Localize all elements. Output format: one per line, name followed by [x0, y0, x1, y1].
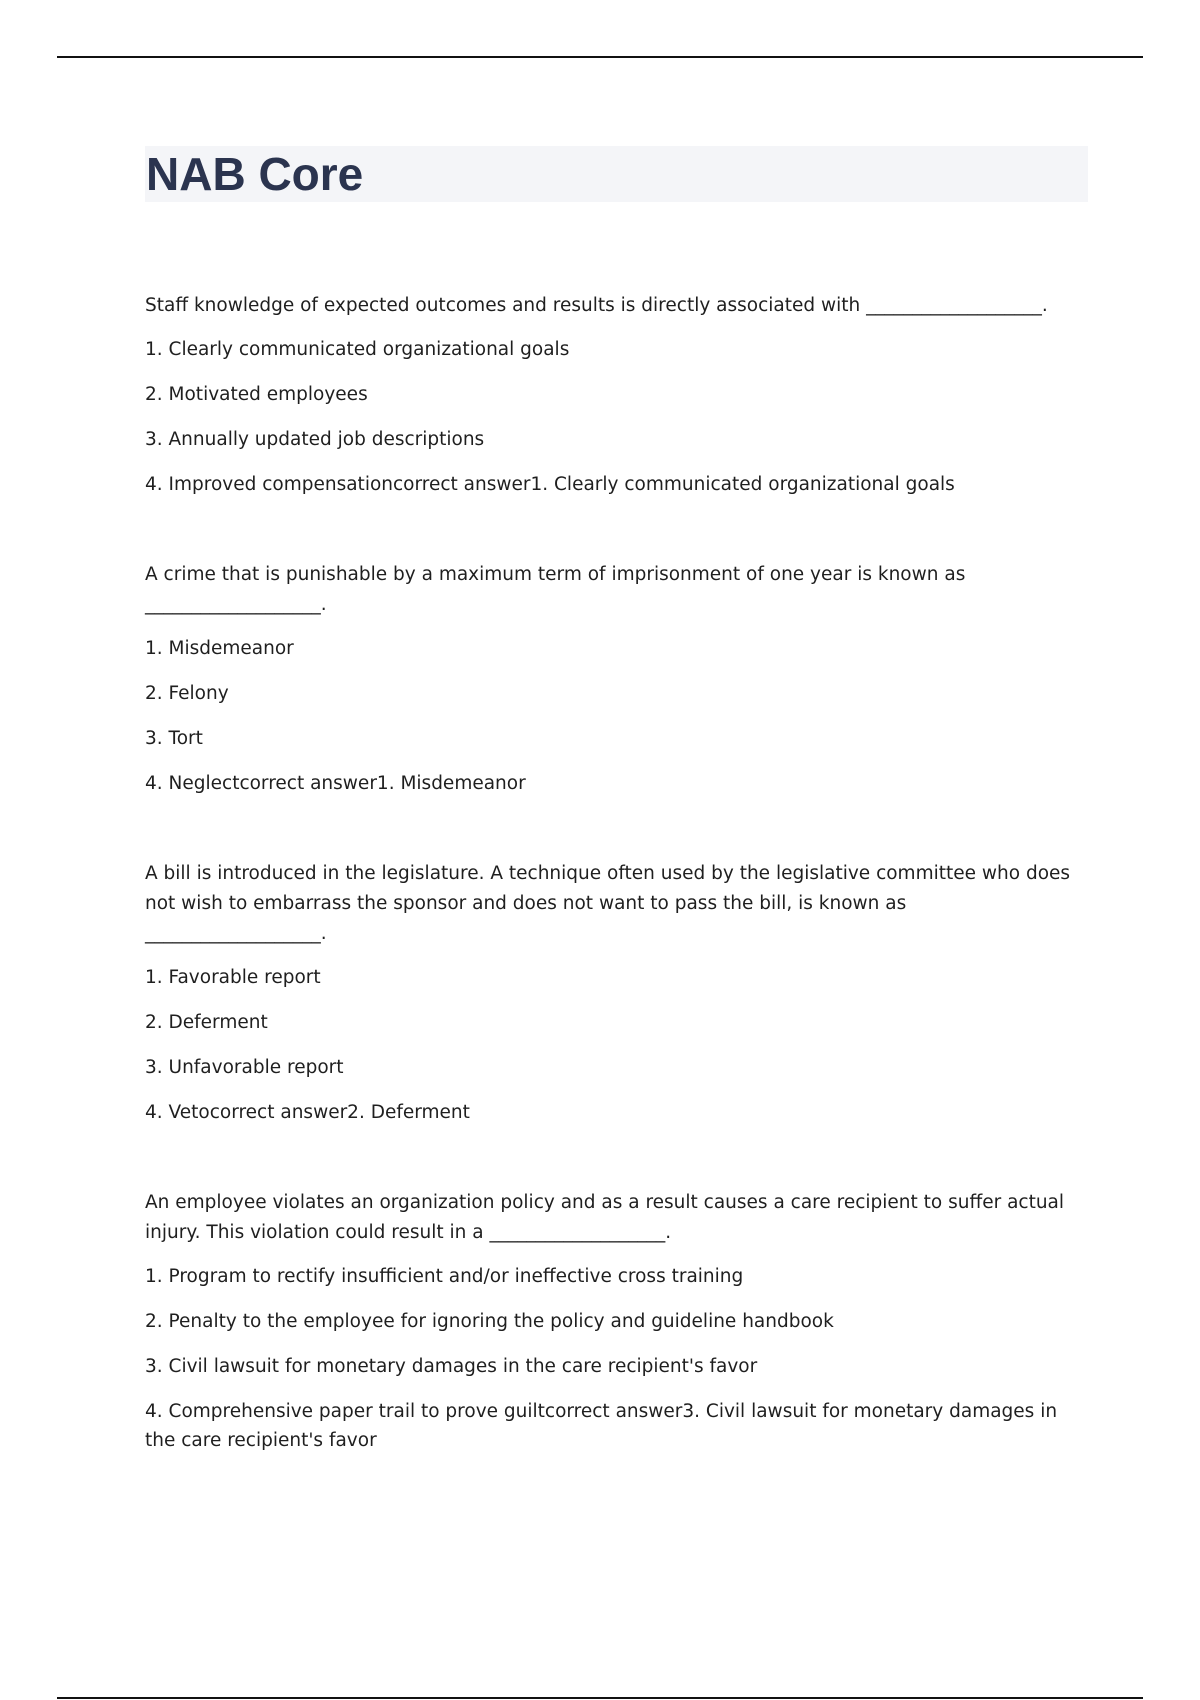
footer-rule — [57, 1697, 1143, 1699]
question-block-4 — [145, 1188, 1090, 1455]
question-text: Staff knowledge of expected outcomes and results is directly associated with ___________________. — [145, 295, 1048, 316]
question-text: An employee violates an organization policy and as a result causes a care recipient to suffer actual injury. This violation could result in a ___________________. — [145, 1192, 1065, 1243]
question-block-1 — [145, 291, 1090, 499]
answer-option-3: 3. Tort — [145, 728, 203, 749]
question-block-3 — [145, 859, 1090, 1127]
title-banner — [145, 146, 1088, 202]
answer-option-2: 2. Deferment — [145, 1012, 268, 1033]
answer-option-2: 2. Penalty to the employee for ignoring the policy and guideline handbook — [145, 1311, 834, 1332]
answer-option-3: 3. Civil lawsuit for monetary damages in the care recipient's favor — [145, 1356, 758, 1377]
document-title: NAB Core — [146, 148, 364, 200]
answer-option-4: 4. Vetocorrect answer2. Deferment — [145, 1102, 470, 1123]
answer-option-4: 4. Neglectcorrect answer1. Misdemeanor — [145, 773, 526, 794]
question-text: A crime that is punishable by a maximum term of imprisonment of one year is known as ___________________. — [145, 564, 966, 615]
answer-option-3: 3. Annually updated job descriptions — [145, 429, 485, 450]
answer-option-1: 1. Clearly communicated organizational goals — [145, 339, 570, 360]
answer-option-4: 4. Comprehensive paper trail to prove guiltcorrect answer3. Civil lawsuit for monetary damages in the care recipient's favor — [145, 1401, 1058, 1451]
answer-option-2: 2. Felony — [145, 683, 229, 704]
answer-option-1: 1. Misdemeanor — [145, 638, 294, 659]
question-list — [145, 291, 1090, 1516]
question-text: A bill is introduced in the legislature. A technique often used by the legislative committee who does not wish to embarrass the sponsor and does not want to pass the bill, is known as ___________________. — [145, 863, 1071, 944]
question-block-2 — [145, 560, 1090, 798]
header-rule — [57, 56, 1143, 58]
answer-option-2: 2. Motivated employees — [145, 384, 368, 405]
answer-option-1: 1. Program to rectify insufficient and/or ineffective cross training — [145, 1266, 744, 1287]
answer-option-1: 1. Favorable report — [145, 967, 321, 988]
answer-option-4: 4. Improved compensationcorrect answer1. Clearly communicated organizational goals — [145, 474, 955, 495]
answer-option-3: 3. Unfavorable report — [145, 1057, 344, 1078]
